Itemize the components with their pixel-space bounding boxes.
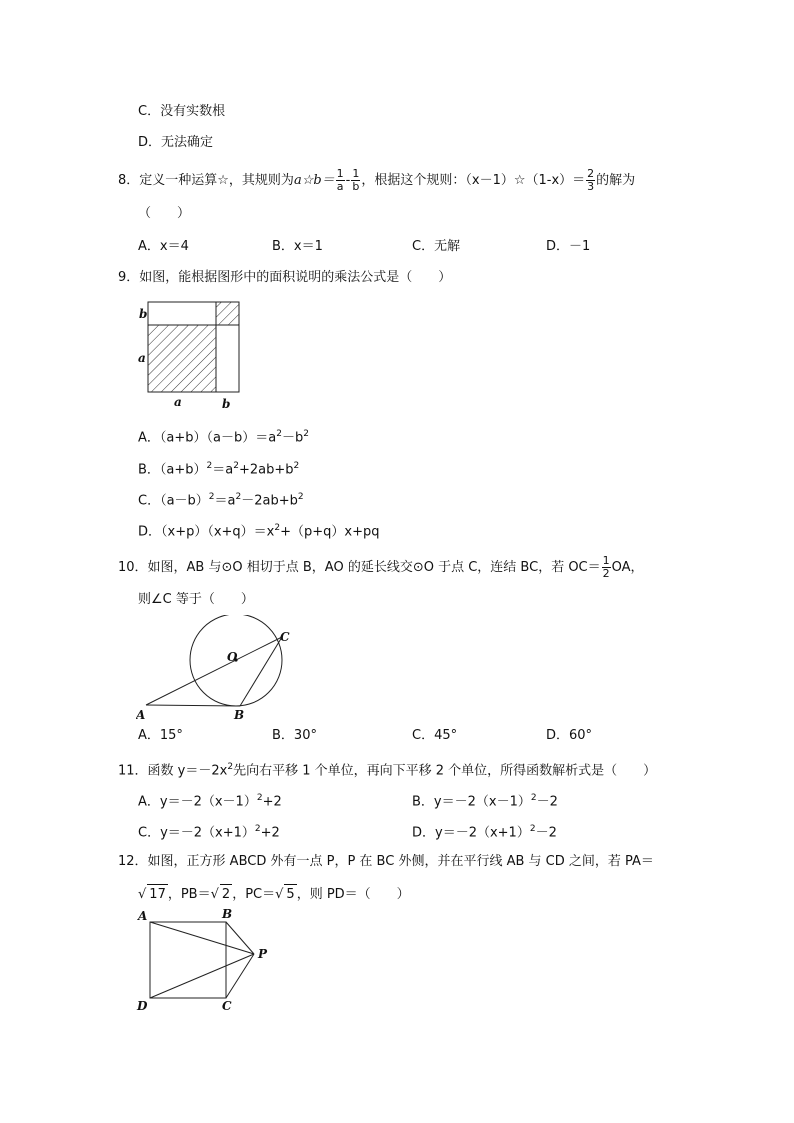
q12-sqrt17: 17 [147,884,168,905]
q11-option-c-end: +2 [260,825,280,841]
q10-stem [118,555,644,580]
q12-line-pd [150,954,254,998]
q12-stem-line2: √ 17 ，PB＝√ 2 ，PC＝√ 5 ，则 PD＝（ ） [138,884,410,905]
q10-option-d: D．60° [546,728,593,743]
q10-label-b: B [234,708,245,722]
q8-stem [118,168,635,193]
q9-option-c-end: －2ab+b [241,493,298,509]
q9-option-c-mid: ＝a [214,493,236,509]
q9-hatched-b-square [216,302,239,325]
q9-option-a-sup2: 2 [303,429,309,439]
q11-option-a-end: +2 [262,794,282,810]
q11-option-a-pre: A．y＝－2（x－1） [138,794,257,810]
q10-frac-num: 1 [602,554,610,567]
q12-sqrt5: 5 [284,884,296,905]
q8-option-d: D．－1 [546,239,591,254]
q12-sqrt2: 2 [220,884,232,905]
q12-label-b: B [222,907,233,921]
q9-option-d-end: +（p+q）x+pq [280,524,380,540]
q11-option-d [412,819,557,843]
q11-stem-sup: 2 [227,762,234,772]
q12-label-a: A [138,909,148,923]
q8-frac1 [336,168,345,193]
q9-option-c-pre: C．（a－b） [138,493,209,509]
q8-frac2-num: 1 [352,167,360,180]
q8-minus: - [345,173,351,188]
q11-option-c-sup: 2 [254,824,261,834]
q11-option-c [138,819,280,843]
q9-option-c [138,487,304,511]
q11-option-b-pre: B．y＝－2（x－1） [412,794,531,810]
q7-option-c: C．没有实数根 [138,104,226,119]
q12-line-pa [150,922,254,954]
q12-pb-label: ，PB＝ [167,887,211,902]
q8-option-c: C．无解 [412,239,461,254]
q9-figure [136,298,246,412]
q11-stem-pre: 11．函数 y＝－2x [118,763,228,779]
q10-figure [136,615,296,725]
q8-stem-prefix: 8．定义一种运算☆，其规则为 [118,173,294,188]
q9-option-a [138,424,309,448]
q8-stem-mid: ，根据这个规则：（x－1）☆（1-x）＝ [361,173,586,188]
q10-frac-den: 2 [602,567,610,580]
q9-option-b-sup3: 2 [293,461,300,471]
q9-option-a-sup1: 2 [276,429,282,439]
q12-figure [134,906,274,1014]
q9-option-d-sup: 2 [274,523,281,533]
q9-option-b-sup1: 2 [206,461,213,471]
q9-option-d-pre: D．（x+p）（x+q）＝x [138,524,275,540]
q11-option-d-pre: D．y＝－2（x+1） [412,825,530,841]
q8-frac1-den: a [336,180,344,193]
q11-option-c-pre: C．y＝－2（x+1） [138,825,255,841]
q12-pd-label: ，则 PD＝（ ） [296,887,410,902]
q11-option-d-sup: 2 [529,824,536,834]
q11-option-a-sup: 2 [256,793,263,803]
q8-option-a: A．x＝4 [138,239,189,254]
q12-label-d: D [137,999,148,1013]
q11-option-a [138,788,282,812]
q11-option-b [412,788,558,812]
q8-frac2 [351,168,360,193]
q9-label-a-bottom: a [174,395,182,409]
q12-label-c: C [222,999,232,1013]
q9-option-b-pre: B．（a+b） [138,462,207,478]
q12-label-p: P [258,947,268,961]
q12-line-pc [226,954,254,998]
q10-stem-pre: 10．如图，AB 与⊙O 相切于点 B，AO 的延长线交⊙O 于点 C，连结 BC，若 OC＝ [118,560,601,575]
q8-frac3-num: 2 [587,167,595,180]
q11-option-d-end: －2 [535,825,557,841]
q9-option-b [138,456,299,480]
q9-stem: 9．如图，能根据图形中的面积说明的乘法公式是（ ） [118,270,452,285]
q10-option-b: B．30° [272,728,317,743]
q10-frac [602,555,611,580]
q7-option-d: D．无法确定 [138,135,214,150]
q8-paren: （ ） [138,206,191,221]
q8-frac2-den: b [352,180,360,193]
q9-label-a-left: a [138,351,146,365]
q9-option-c-sup2: 2 [235,492,242,502]
q8-rule-lhs: a☆b＝ [293,173,335,188]
q12-stem: 12．如图，正方形 ABCD 外有一点 P，P 在 BC 外侧，并在平行线 AB 与 CD 之间，若 PA＝ [118,854,654,869]
q9-option-c-sup3: 2 [297,492,304,502]
q10-option-a: A．15° [138,728,183,743]
q10-stem-end: OA， [611,560,644,575]
q8-frac3-den: 3 [587,180,595,193]
q10-stem-line2: 则∠C 等于（ ） [138,592,254,607]
q10-label-o: O [227,650,238,664]
q10-option-c: C．45° [412,728,458,743]
q9-option-a-mid: －b [281,430,304,446]
q9-hatched-a-square [148,325,216,392]
q10-label-c: C [280,630,290,644]
q9-option-d [138,518,380,542]
q11-option-b-sup: 2 [530,793,537,803]
q9-option-c-sup1: 2 [208,492,215,502]
q10-label-a: A [136,708,146,722]
q9-option-b-end: +2ab+b [238,462,294,478]
q11-option-b-end: －2 [536,794,558,810]
q9-option-b-sup2: 2 [233,461,239,471]
q9-label-b-left: b [139,307,148,321]
q9-label-b-bottom: b [222,397,231,411]
q8-stem-end: 的解为 [596,173,636,188]
q9-option-b-mid: ＝a [212,462,234,478]
q9-option-a-pre: A．（a+b）（a－b）＝a [138,430,277,446]
q8-frac3 [586,168,595,193]
q8-option-b: B．x＝1 [272,239,323,254]
q11-stem [118,757,656,781]
q12-pc-label: ，PC＝ [232,887,276,902]
q8-frac1-num: 1 [336,167,344,180]
q11-stem-end: 先向右平移 1 个单位，再向下平移 2 个单位，所得函数解析式是（ ） [233,763,657,779]
